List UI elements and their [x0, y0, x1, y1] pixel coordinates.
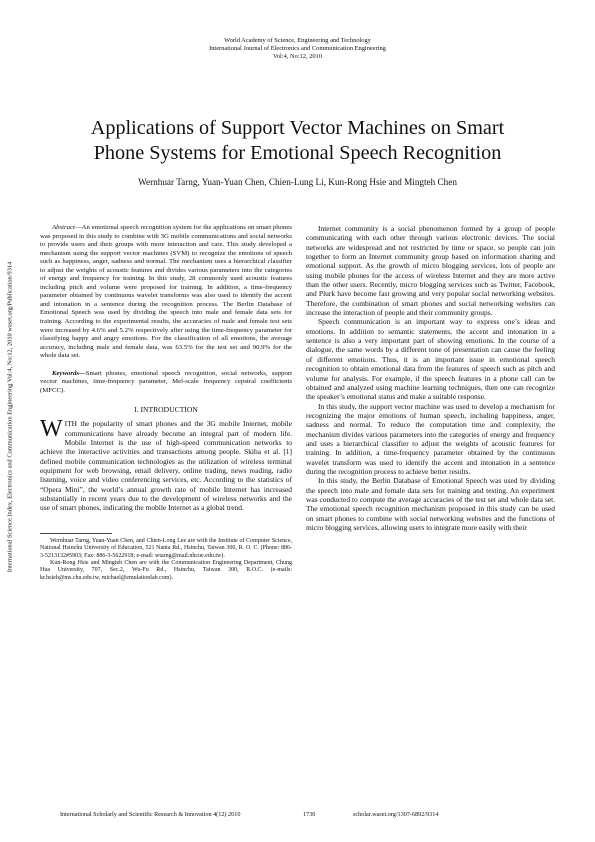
footer-publisher: International Scholarly and Scientific Research & Innovation 4(12) 2010 [60, 811, 241, 818]
title-line: Applications of Support Vector Machines on Smart [90, 117, 505, 139]
section-heading: I. INTRODUCTION [134, 405, 198, 415]
abstract-dash: — [74, 224, 82, 231]
body-paragraph: Internet community is a social phenomenon formed by a group of people communicating with each other through various electronic devices. The social networks are widespread and not restricted by time or space, so people can join together to form an Internet community group based on information sharing and emotional support. As the growth of micro blogging services, lots of people are using mobile phones for the access of wireless Internet and they are more active than the other users. Recently, micro blogging services such as Twitter, Facebook, and Plurk have become fast growing and very popular social networking websites. Therefore, the combination of smart phones and social networking websites can increase the interaction of people and their community groups. [306, 224, 555, 318]
journal-header-line: World Academy of Science, Engineering and Technology [224, 37, 371, 44]
keywords-paragraph [40, 370, 292, 396]
footnote-divider [40, 533, 112, 534]
keywords-text: Smart phones, emotional speech recognition, social networks, support vector machines, time-frequency parameter, Mel-scale frequency cepstral coefficients (MFCC). [40, 369, 292, 394]
keywords-label: Keywords [52, 369, 79, 377]
journal-header-line: Vol:4, No:12, 2010 [273, 53, 322, 61]
intro-text: ITH the popularity of smart phones and the 3G mobile Internet, mobile communications have already become an integral part of modern life. Mobile Internet is the use of high-speed communication networks to achieve the interactive activities and transactions among people. Skiba et al. [1] defined mobile communication technologies as the utilization of wireless terminal equipment for web browsing, email delivery, online trading, news reading, radio listening, voice and video conferencing services, etc. According to the statistics of “Opera Mini”, the world’s annual growth rate of mobile Internet has increased substantially in recent years due to the development of wireless networks and the use of smart phones, indicating the mobile Internet as a global trend. [40, 419, 292, 513]
affiliation-note: Kun-Rong Hsie and Mingteh Chen are with the Communication Engineering Department, Chung Hua University, 707, Sec.2, Wu-Fu Rd., Hsinchu, Taiwan 300, R.O.C. (e-mails: kr.hsieh@ms.chu.edu.tw, michael@emulationlab.com). [40, 559, 292, 581]
title-line: Phone Systems for Emotional Speech Recognition [93, 141, 502, 164]
drop-cap: W [40, 416, 63, 443]
index-sidebar [4, 242, 16, 592]
sidebar-text: International Science Index, Electronics and Communication Engineering Vol:4, No:12, 2010 waset.org/Publication/9314 [6, 261, 14, 573]
intro-paragraph [40, 416, 292, 513]
abstract-block [40, 224, 292, 361]
author-list: Wernhuar Tarng, Yuan-Yuan Chen, Chien-Lung Li, Kun-Rong Hsie and Mingteh Chen [138, 177, 457, 187]
footer-url: scholar.waset.org/1307-6892/9314 [353, 811, 439, 818]
paper-title [30, 116, 565, 165]
abstract-paragraph [40, 224, 292, 361]
affiliation-note: Wernhuar Tarng, Yuan-Yuan Chen, and Chien-Long Lee are with the Institute of Computer Science, National Hsinchu University of Education, 521 Nanta Rd., Hsinchu, Taiwan 300, R. O. C. (Phone: 886-3-5213132#5903; Fax: 886-3-5622918; e-mail: wtarng@mail.nhcue.edu.tw). [40, 537, 292, 559]
left-column [40, 224, 292, 582]
body-paragraph: In this study, the Berlin Database of Emotional Speech was used by dividing the speech into male and female data sets for training and testing. An experiment was conducted to compute the average accuracies of the test set and whole data set. The emotional speech recognition mechanism proposed in this study can be used on smart phones to combine with social networking websites and the functions of micro blogging services, allowing users to integrate more easily with their [306, 476, 555, 532]
keywords-dash: — [79, 369, 86, 377]
journal-header [0, 37, 595, 62]
abstract-text: An emotional speech recognition system for the applications on smart phones was proposed in this study to combine with 3G mobile communications and social networks to provide users and their groups with more interaction and care. This study developed a mechanism using the support vector machines (SVM) to recognize the emotions of speech such as happiness, anger, sadness and normal. The mechanism uses a hierarchical classifier to adjust the weights of acoustic features and divides various parameters into the categories of energy and frequency for training. In this study, 28 commonly used acoustic features including pitch and volume were proposed for training. In addition, a time-frequency parameter obtained by continuous wavelet transforms was also used to identify the accent and intonation in a sentence during the recognition process. The Berlin Database of Emotional Speech was used by dividing the speech into male and female data sets for training. According to the experimental results, the accuracies of male and female test sets were increased by 4.6% and 5.2% respectively after using the time-frequency parameter for classifying happy and angry emotions. For the classification of all emotions, the average accuracy, including male and female data, was 63.5% for the test set and 90.9% for the whole data set. [40, 224, 292, 360]
abstract-label: Abstract [52, 224, 75, 231]
right-column [306, 224, 555, 532]
journal-header-line: International Journal of Electronics and Communication Engineering [209, 45, 386, 53]
page-number: 1730 [303, 811, 316, 818]
body-paragraph: In this study, the support vector machine was used to develop a mechanism for recognizing the major emotions of human speech, including happiness, anger, sadness and normal. To reduce the computation time and complexity, the mechanism divides various parameters into the categories of energy and frequency and uses a hierarchical classifier to adjust the weights of acoustic features for training. In addition, a time-frequency parameter obtained by the continuous wavelet transform was used to identify the accent and intonation in a sentence during the recognition process to achieve better results. [306, 401, 555, 476]
body-paragraph: Speech communication is an important way to express one’s ideas and emotions. In addition to semantic statements, the accent and intonation in a sentence is also a very important part of showing emotions. In the course of a dialogue, the same words by a different tone of presentation can cause the feeling of different emotions. Thus, it is an important issue in emotional speech recognition to obtain emotional data from the features of speech such as pitch and volume for analysis. For example, if the speech features in a phone call can be obtained and analyzed using machine learning techniques, then one can recognize the speaker’s emotional status and make a suitable response. [306, 317, 555, 402]
